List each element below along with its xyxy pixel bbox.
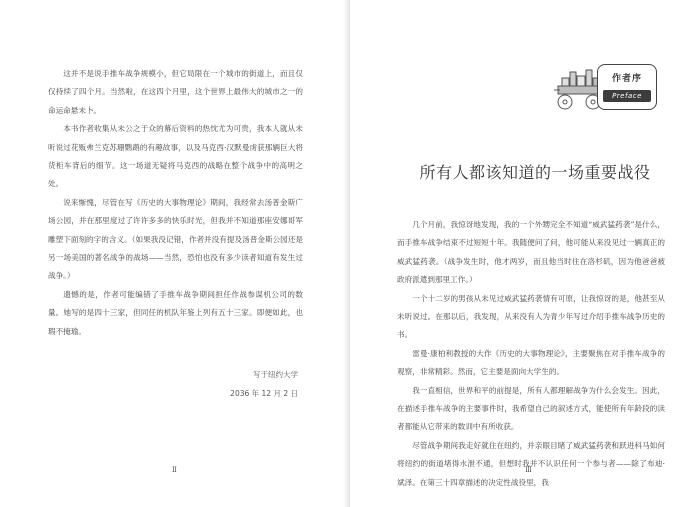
right-paragraph: 一个十二岁的男孩从未见过威武猛药袭情有可原，让我惊讶的是，他甚至从未听说过。在那以后，我发现，从来没有人为青少年写过介绍手推车战争历史的书。 xyxy=(397,293,665,340)
left-paragraph: 本书作者收集从未公之于众的幕后资料的热忱尤为可贵，我本人就从未听说过花贩弗兰克苏珊鹦鹉的有趣故事，以及马克西·汉默曼虏获那辆巨大将货柜车背后的细节。这一场道无疑将马克西的战略在整个战争中的高明之处。 xyxy=(48,124,303,189)
preface-badge-subtitle: Preface xyxy=(603,90,651,102)
left-paragraph: 这并不是说手推车战争规模小，但它局限在一个城市的街道上，而且仅仅持续了四个月。当然啦，在这四个月里，这个世界上最伟大的城市之一的命运命悬未卜。 xyxy=(48,69,303,115)
chapter-title: 所有人都该知道的一场重要战役 xyxy=(419,163,651,182)
right-paragraph: 尽管战争期间我走好就住在纽约，并亲眼目睹了威武猛药袭和跃进科马如何将纽约的街道堵得水泄不通，但想时我并不认识任何一个参与者——除了布迪·斌泽。在第三十四章描述的决定性战役里，我 xyxy=(397,440,665,487)
preface-badge-title: 作者序 xyxy=(611,74,642,84)
page-number-left: Ⅱ xyxy=(172,466,177,474)
signature-location: 写于纽约大学 xyxy=(253,370,298,379)
left-page-body xyxy=(48,65,303,341)
left-page xyxy=(0,0,349,507)
right-paragraph: 我一直相信，世界和平的前提是，所有人都理解战争为什么会发生。因此，在描述手推车战争的主要事件时，我希望自己的叙述方式，能使所有年龄段的读者都能从它带来的数训中有所收获。 xyxy=(397,385,665,432)
left-paragraph: 说来惭愧，尽管在写《历史的大事物理论》期间，我经常去汤普金斯广场公园，并在那里度过了许许多多的快乐时光，但我并不知道那座安娜哥军雕塑下面刻的字的含义。（如果我没记错，作者并没有提及汤普金斯公园还是另一场美国的著名战争的战场——当然，恐怕也没有多少读者知道有发生过战争。） xyxy=(48,197,303,281)
page-number-right: Ⅲ xyxy=(525,466,532,474)
left-paragraph: 遗憾的是，作者可能编错了手推车战争期间担任作战参谋机公司的数量。她写的是四十三家，但同任的机队年鉴上列有五十三家。即便如此，也瑕不掩瑜。 xyxy=(48,289,303,336)
right-page-body xyxy=(397,216,665,492)
right-paragraph: 几个月前，我惊讶地发现，我的一个外甥完全不知道“威武猛药袭”是什么，而手推车战争结束不过短短十年。我随便问了问，他可能从来没见过一辆真正的威武猛药袭。（战争发生时，他才两岁，而且他当时住在洛杉矶，因为他爸爸被政府派遣到那里工作。） xyxy=(397,220,665,285)
signature-date: 2036 年 12 月 2 日 xyxy=(230,389,298,398)
preface-badge xyxy=(597,64,657,110)
right-paragraph: 雷曼·康柏利教授的大作《历史的大事物理论》，主要聚焦在对手推车战争的观察，非常精彩。然而，它主要是面向大学生的。 xyxy=(397,348,665,377)
